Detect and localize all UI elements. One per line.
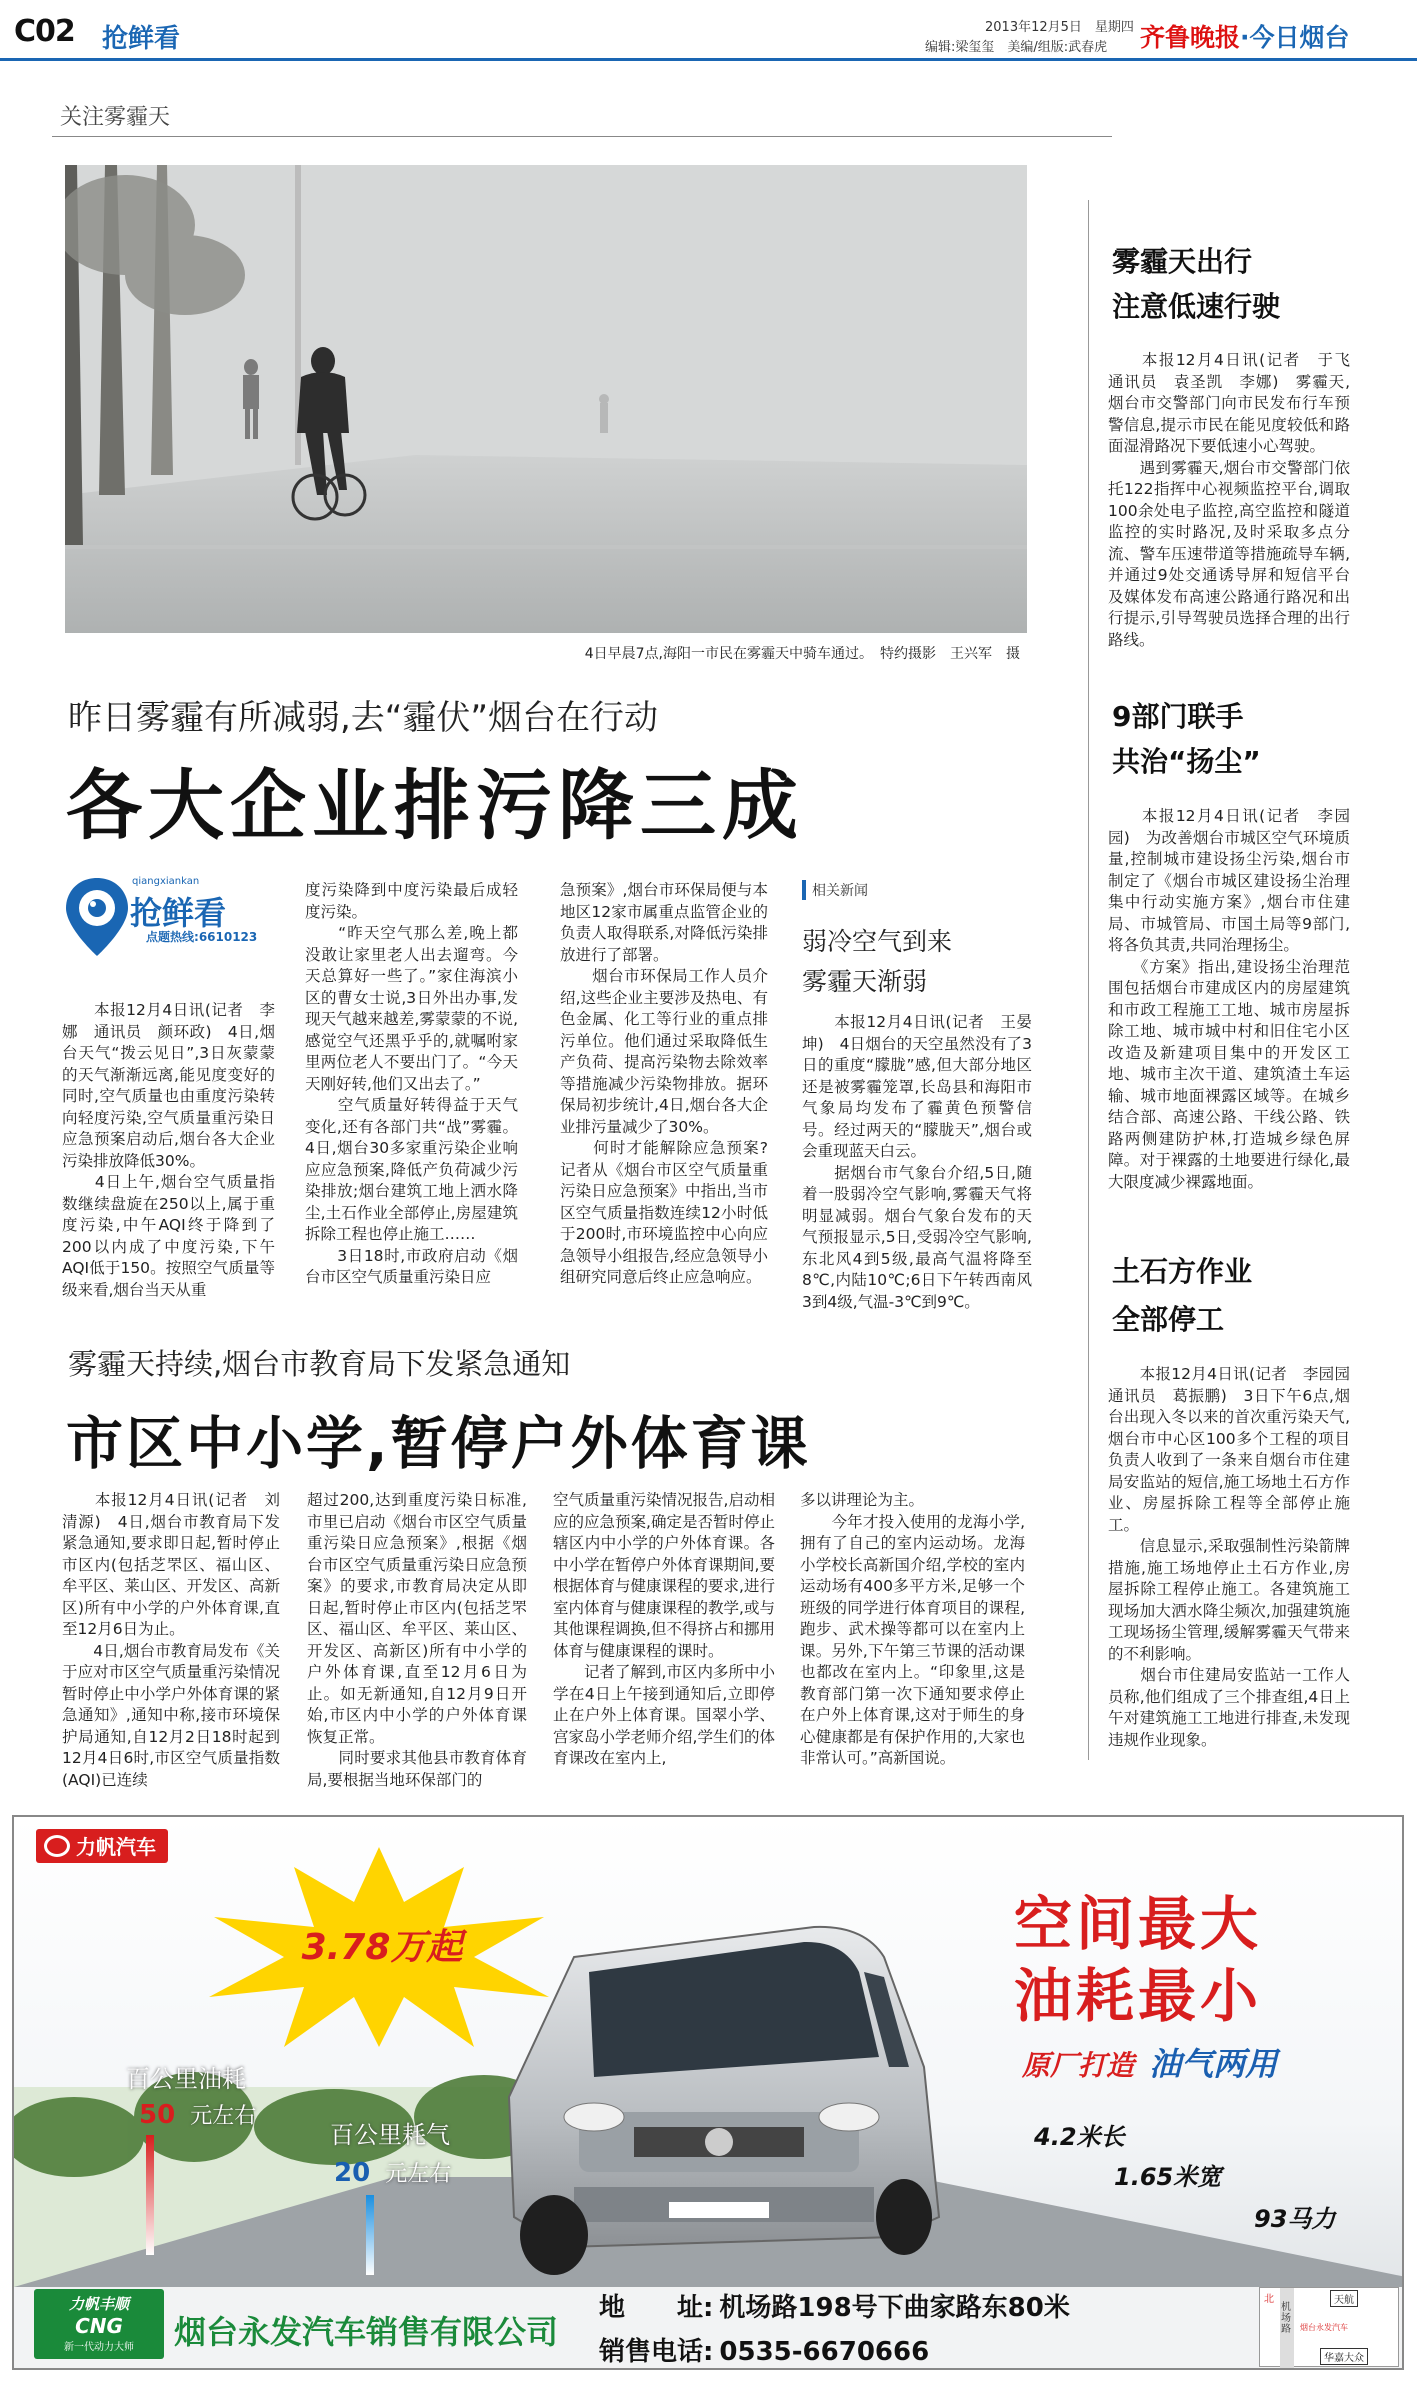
model-badge [34,2289,164,2359]
fuel-consumption-unit: 元左右 [190,2104,257,2129]
model-badge-name: 力帆丰顺 [68,2295,129,2313]
blue-gas-bar [366,2195,374,2275]
header-rule [0,58,1417,61]
side2-headline-1: 9部门联手 [1112,700,1244,733]
price-label: 3.78万起 [301,1927,463,1968]
paper-name: 齐鲁晚报 [1140,23,1241,52]
minivan-image [484,1917,954,2287]
story2-col1: 本报12月4日讯(记者 刘清源) 4日,烟台市教育局下发紧急通知,要求即日起,暂时停止市区内(包括芝罘区、福山区、牟平区、莱山区、开发区、高新区)所有中小学的户外体育课,直至12月6日为止。 4日,烟台市教育局发布《关于应对市区空气质量重污染情况 暂时停止中小学户外体育课的紧急通知》,通知中称,接市环境保护局通知,自12月2日18时起到12月4日6时,市区空气质量指数(AQI)已连续 [62,1491,280,1789]
red-fuel-bar [146,2135,154,2255]
gas-consumption-value-row [334,2157,451,2188]
lifan-emblem-icon [44,1835,70,1857]
phone-label: 销售电话: [599,2337,714,2367]
lifan-logo [36,1829,168,1863]
story1-col2: 度污染降到中度污染最后成轻度污染。 “昨天空气那么差,晚上都没敢让家里老人出去遛弯。今天总算好一些了。”家住海滨小区的曹女士说,3日外出办事,发现天气越来越差,雾蒙蒙的不说,感觉空气还黑乎乎的,就嘱咐家里两位老人不要出门了。“今天天刚好转,他们又出去了。” 空气质量好转得益于天气变化,还有各部门共“战”雾霾。4日,烟台30多家重污染企业响应应急预案,降低产负荷减少污染排放;烟台建筑工地上洒水降尘,土石作业全部停止,房屋建筑拆除工程也停止施工…… 3日18时,市政府启动《烟台市区空气质量重污染日应 [305,881,518,1286]
side3-headline-1: 土石方作业 [1112,1255,1253,1288]
story1-col3: 急预案》,烟台市环保局便与本地区12家市属重点监管企业的负责人取得联系,对降低污染排放进行了部署。 烟台市环保局工作人员介绍,这些企业主要涉及热电、有色金属、化工等行业的重点排污单位。他们通过采取降低生产负荷、提高污染物去除效率等措施减少污染物排放。据环保局初步统计,4日,烟台各大企业排污量减少了30%。 何时才能解除应急预案?记者从《烟台市区空气质量重污染日应急预案》中指出,当市区空气质量指数连续12小时低于200时,市环境监控中心向应急领导小组报告,经应急领导小组研究同意后终止应急响应。 [560,881,768,1286]
related-body: 本报12月4日讯(记者 王晏坤) 4日烟台的天空虽然没有了3日的重度“朦胧”感,但大部分地区还是被雾霾笼罩,长岛县和海阳市气象局均发布了霾黄色预警信号。经过两天的“朦胧天”,烟台或会重现蓝天白云。 据烟台市气象台介绍,5日,随着一股弱冷空气影响,雾霾天气将明显减弱。烟台气象台发布的天气预报显示,5日,受弱冷空气影响,东北风4到5级,最高气温将降至8℃,内陆10℃;6日下午转西南风3到4级,气温-3℃到9℃。 [802,1013,1032,1311]
related-news-box [792,880,1032,1310]
map-road-label: 机场路 [1281,2302,1291,2335]
story2-kicker: 雾霾天持续,烟台市教育局下发紧急通知 [68,1347,571,1381]
dealer-name: 烟台永发汽车销售有限公司 [174,2313,559,2351]
story2-col2: 超过200,达到重度污染日标准,市里已启动《烟台市区空气质量重污染日应急预案》,根据《烟台市区空气质量重污染日应急预案》的要求,市教育局决定从即日起,暂时停止市区内(包括芝罘区、福山区、牟平区、莱山区、开发区、高新区)所有中小学的户外体育课,直至12月6日为止。如无新通知,自12月9日开始,市区内中小学的户外体育课恢复正常。 同时要求其他县市教育体育局,要根据当地环保部门的 [307,1491,527,1789]
map-poi-1: 天航 [1330,2290,1358,2307]
story2-col3: 空气质量重污染情况报告,启动相应的应急预案,确定是否暂时停止辖区内中小学的户外体育课。各中小学在暂停户外体育课期间,要根据体育与健康课程的要求,进行室内体育与健康课程的教学,或与其他课程调换,但不得挤占和挪用体育与健康课程的课时。 记者了解到,市区内多所中小学在4日上午接到通知后,立即停止在户外上体育课。国翠小学、宫家岛小学老师介绍,学生们的体育课改在室内上, [553,1491,775,1767]
side2-body: 本报12月4日讯(记者 李园园) 为改善烟台市城区空气环境质量,控制城市建设扬尘污染,烟台市制定了《烟台市城区建设扬尘治理集中行动实施方案》,烟台市住建局、市城管局、市国土局等9部门,将各负其责,共同治理扬尘。 《方案》指出,建设扬尘治理范围包括烟台市建成区内的房屋建筑和市政工程施工工地、城市房屋拆除工地、城市城中村和旧住宅小区改造及新建项目集中的开发区工地、城市主次干道、建筑渣土车运输、城市地面裸露区域等。在城乡结合部、高速公路、干线公路、铁路两侧建防护林,打造城乡绿色屏障。对于裸露的土地要进行绿化,最大限度减少裸露地面。 [1108,807,1350,1191]
spec-width: 1.65米宽 [1114,2163,1222,2191]
story1-kicker: 昨日雾霾有所减弱,去“霾伏”烟台在行动 [68,698,659,738]
topic-label: 关注雾霾天 [60,105,171,130]
model-badge-sub: 新一代动力大师 [64,2342,134,2353]
phone-row [599,2331,929,2368]
car-advertisement [12,1815,1404,2370]
map-poi-3: 烟台永发汽车 [1300,2323,1348,2332]
related-headline-1: 弱冷空气到来 [802,927,953,956]
qiangxiankan-logo [62,876,302,956]
story1-headline: 各大企业排污降三成 [66,761,804,850]
tag-row [1022,2039,1277,2085]
fog-scene-illustration [65,165,1027,633]
edition-name: ·今日烟台 [1240,23,1350,52]
photo-caption: 4日早晨7点,海阳一市民在雾霾天中骑车通过。 特约摄影 王兴军 摄 [584,646,1020,662]
issue-date: 2013年12月5日 星期四 [985,20,1134,35]
map-poi-2: 华嘉大众 [1320,2348,1368,2365]
sidebar-divider [1088,200,1089,1760]
section-name: 抢鲜看 [102,24,181,54]
logo-pinyin: qiangxiankan [132,876,200,887]
side1-headline-2: 注意低速行驶 [1112,290,1281,323]
side2-headline-2: 共治“扬尘” [1112,745,1261,778]
slogan-fuel: 油耗最小 [1014,1962,1263,2030]
slogan-space: 空间最大 [1014,1890,1263,1958]
tag-dual-fuel: 油气两用 [1149,2045,1278,2083]
side1-body: 本报12月4日讯(记者 于飞 通讯员 袁圣凯 李娜) 雾霾天,烟台市交警部门向市民发布行车预警信息,提示市民在能见度较低和路面湿滑路况下要低速小心驾驶。 遇到雾霾天,烟台市交警部门依托122指挥中心视频监控平台,调取100余处电子监控,高空监控和隧道监控的实时路况,及时采取多点分流、警车压速带道等措施疏导车辆,并通过9处交通诱导屏和短信平台及媒体发布高速公路通行路况和出行提示,引导驾驶员选择合理的出行路线。 [1108,351,1350,649]
fuel-consumption-value-row [139,2099,256,2130]
gas-consumption-label: 百公里耗气 [330,2121,450,2149]
address-value: 机场路198号下曲家路东80米 [719,2293,1070,2323]
map-pin-eye-icon [62,876,132,958]
model-badge-cng: CNG [75,2314,123,2338]
address-row [599,2287,1070,2324]
story2-headline: 市区中小学,暂停户外体育课 [66,1411,811,1477]
address-label: 地 址: [599,2293,714,2323]
fuel-consumption-value: 50 [139,2100,176,2130]
story2-col4: 多以讲理论为主。 今年才投入使用的龙海小学,拥有了自己的室内运动场。龙海小学校长高新国介绍,学校的室内运动场有400多平方米,足够一个班级的同学进行体育项目的课程,跑步、武术操等都可以在室内上课。另外,下午第三节课的活动课也都改在室内上。“印象里,这是教育部门第一次下通知要求停止在户外上体育课,这对于师生的身心健康都是有保护作用的,大家也非常认可。”高新国说。 [800,1491,1025,1767]
related-headline-2: 雾霾天渐弱 [802,967,928,996]
side3-body: 本报12月4日讯(记者 李园园 通讯员 葛振鹏) 3日下午6点,烟台出现入冬以来的首次重污染天气,烟台市中心区100多个工程的项目负责人收到了一条来自烟台市住建局安监站的短信,施工场地土石方作业、房屋拆除工程等全部停止施工。 信息显示,采取强制性污染箭牌措施,施工场地停止土石方作业,房屋拆除工程停止施工。各建筑施工现场加大洒水降尘频次,加强建筑施工现场扬尘管理,缓解雾霾天气带来的不利影响。 烟台市住建局安监站一工作人员称,他们组成了三个排查组,4日上午对建筑施工工地进行排查,未发现违规作业现象。 [1108,1365,1350,1749]
story1-col1: 本报12月4日讯(记者 李娜 通讯员 颜环政) 4日,烟台天气“拨云见日”,3日灰蒙蒙的天气渐渐远离,能见度变好的同时,空气质量也由重度污染转向轻度污染,空气质量重污染日应急预案启动后,烟台各大企业污染排放降低30%。 4日上午,烟台空气质量指数继续盘旋在250以上,属于重度污染,中午AQI终于降到了200以内成了中度污染,下午AQI低于150。按照空气质量等级来看,烟台当天从重 [62,1001,275,1299]
map-north-label: 北 [1264,2294,1274,2305]
phone-value: 0535-6670666 [719,2337,930,2367]
related-label: 相关新闻 [802,880,874,900]
gas-consumption-value: 20 [334,2158,371,2188]
tag-factory: 原厂打造 [1022,2049,1135,2082]
side3-headline-2: 全部停工 [1112,1303,1225,1336]
page-code: C02 [14,14,75,49]
hotline-line [146,928,257,945]
fog-photo [65,165,1027,633]
masthead-paper [1140,18,1350,54]
spec-length: 4.2米长 [1034,2123,1125,2151]
hotline-number: 6610123 [198,930,258,944]
location-map [1259,2287,1399,2367]
hotline-label: 点题热线: [146,930,199,944]
topic-rule [52,136,1112,137]
gas-consumption-unit: 元左右 [385,2162,452,2187]
side1-headline-1: 雾霾天出行 [1112,245,1253,278]
spec-power: 93马力 [1254,2205,1336,2233]
fuel-consumption-label: 百公里油耗 [126,2065,246,2093]
editors-line: 编辑:梁玺玺 美编/组版:武春虎 [925,40,1108,55]
logo-text: 抢鲜看 [130,894,227,932]
brand-name: 力帆汽车 [76,1835,156,1859]
